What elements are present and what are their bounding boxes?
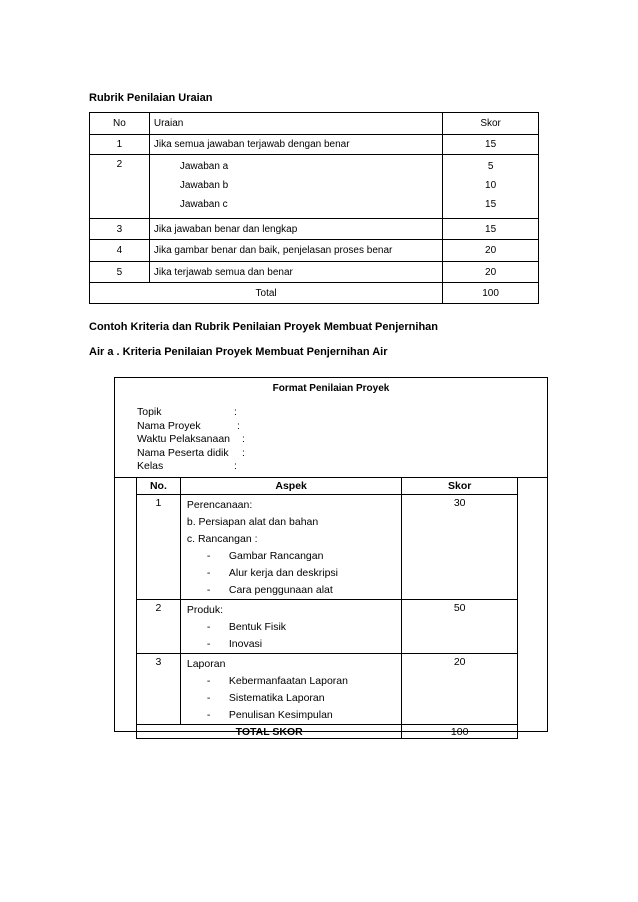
row-no: 4 — [90, 240, 150, 262]
aspek-title: Perencanaan: — [186, 499, 253, 511]
skor-item: 10 — [485, 180, 497, 191]
section2-heading-2: Air a . Kriteria Penilaian Proyek Membuat Penjernihan Air — [89, 346, 388, 358]
header-skor: Skor — [402, 478, 518, 495]
row-no: 3 — [90, 219, 150, 240]
total-value: 100 — [443, 283, 539, 304]
table-row — [137, 600, 518, 654]
row-no: 1 — [137, 495, 181, 600]
right-column-divider — [517, 477, 548, 732]
aspek-item — [187, 619, 402, 636]
aspek-item-text: Sistematika Laporan — [228, 692, 325, 704]
aspek-item — [187, 673, 402, 690]
aspek-item — [187, 548, 402, 565]
dash-bullet: - — [206, 621, 211, 633]
row-aspek — [180, 654, 402, 725]
header-no: No. — [137, 478, 181, 495]
aspek-item-text: Penulisan Kesimpulan — [228, 709, 333, 721]
field-colon: : — [234, 460, 237, 472]
divider — [114, 477, 136, 478]
aspek-item — [187, 636, 402, 653]
total-value: 100 — [402, 725, 518, 739]
field-label: Waktu Pelaksanaan — [137, 433, 230, 445]
dash-bullet: - — [206, 675, 211, 687]
row-skor-list — [443, 155, 539, 219]
table-header-row — [137, 478, 518, 495]
aspek-item-text: Bentuk Fisik — [228, 621, 287, 633]
field-label: Nama Peserta didik — [137, 446, 229, 459]
row-no: 1 — [90, 135, 150, 155]
aspek-item — [187, 565, 402, 582]
aspek-title: Produk: — [186, 604, 224, 616]
table-row — [90, 135, 539, 155]
row-uraian: Jika gambar benar dan baik, penjelasan proses benar — [149, 240, 442, 262]
total-row — [137, 725, 518, 739]
aspek-item-text: Kebermanfaatan Laporan — [228, 675, 348, 687]
field-colon: : — [242, 433, 245, 445]
section2-heading-1: Contoh Kriteria dan Rubrik Penilaian Proyek Membuat Penjernihan — [89, 321, 439, 333]
header-aspek: Aspek — [180, 478, 402, 495]
row-skor: 15 — [443, 219, 539, 240]
row-uraian: Jika jawaban benar dan lengkap — [149, 219, 442, 240]
row-uraian: Jika terjawab semua dan benar — [149, 262, 442, 283]
row-uraian-list — [149, 155, 442, 219]
aspek-item-text: Gambar Rancangan — [228, 550, 324, 562]
row-aspek — [180, 495, 402, 600]
section1-title: Rubrik Penilaian Uraian — [89, 92, 213, 104]
row-skor: 20 — [443, 240, 539, 262]
field-colon: : — [242, 446, 245, 459]
field-nama-peserta — [137, 446, 245, 461]
row-skor: 50 — [402, 600, 518, 654]
table-row — [90, 155, 539, 219]
table-row — [90, 219, 539, 240]
row-no: 2 — [137, 600, 181, 654]
table-row — [90, 262, 539, 283]
skor-item: 15 — [485, 199, 497, 210]
dash-bullet: - — [206, 692, 211, 704]
dash-bullet: - — [206, 709, 211, 721]
aspek-title: Laporan — [186, 658, 226, 670]
jawaban-item: Jawaban a — [179, 161, 229, 172]
row-skor: 30 — [402, 495, 518, 600]
table-header-row — [90, 113, 539, 135]
dash-bullet: - — [206, 550, 211, 562]
total-label: Total — [90, 283, 443, 304]
table-row — [137, 495, 518, 600]
header-no: No — [90, 113, 150, 135]
jawaban-item: Jawaban b — [179, 180, 229, 191]
row-aspek — [180, 600, 402, 654]
aspek-line: c. Rancangan : — [186, 533, 258, 545]
total-label: TOTAL SKOR — [137, 725, 402, 739]
aspek-item-text: Inovasi — [228, 638, 263, 650]
dash-bullet: - — [206, 584, 211, 596]
row-no: 5 — [90, 262, 150, 283]
format-title: Format Penilaian Proyek — [272, 383, 390, 394]
field-colon: : — [237, 419, 240, 432]
row-skor: 15 — [443, 135, 539, 155]
row-uraian: Jika semua jawaban terjawab dengan benar — [149, 135, 442, 155]
table-row — [137, 654, 518, 725]
aspek-item-text: Cara penggunaan alat — [228, 584, 333, 596]
jawaban-item: Jawaban c — [179, 199, 228, 210]
row-no: 2 — [90, 155, 150, 219]
skor-item: 5 — [487, 161, 494, 172]
aspek-item — [187, 582, 402, 599]
field-label: Kelas — [137, 460, 164, 472]
total-row — [90, 283, 539, 304]
aspek-table — [136, 477, 518, 739]
field-label: Nama Proyek — [137, 419, 201, 432]
aspek-item — [187, 707, 402, 724]
aspek-item-text: Alur kerja dan deskripsi — [228, 567, 339, 579]
field-label: Topik — [137, 406, 162, 418]
dash-bullet: - — [206, 567, 211, 579]
field-colon: : — [234, 406, 237, 418]
field-nama-proyek — [137, 419, 240, 434]
header-uraian: Uraian — [149, 113, 442, 135]
project-info-fields — [137, 406, 245, 474]
row-no: 3 — [137, 654, 181, 725]
aspek-item — [187, 690, 402, 707]
field-waktu — [137, 433, 245, 447]
header-skor: Skor — [443, 113, 539, 135]
dash-bullet: - — [206, 638, 211, 650]
row-skor: 20 — [402, 654, 518, 725]
field-kelas — [137, 460, 237, 474]
table-row — [90, 240, 539, 262]
aspek-line: b. Persiapan alat dan bahan — [186, 516, 319, 528]
field-topik — [137, 406, 237, 420]
rubrik-uraian-table — [89, 112, 539, 304]
row-skor: 20 — [443, 262, 539, 283]
